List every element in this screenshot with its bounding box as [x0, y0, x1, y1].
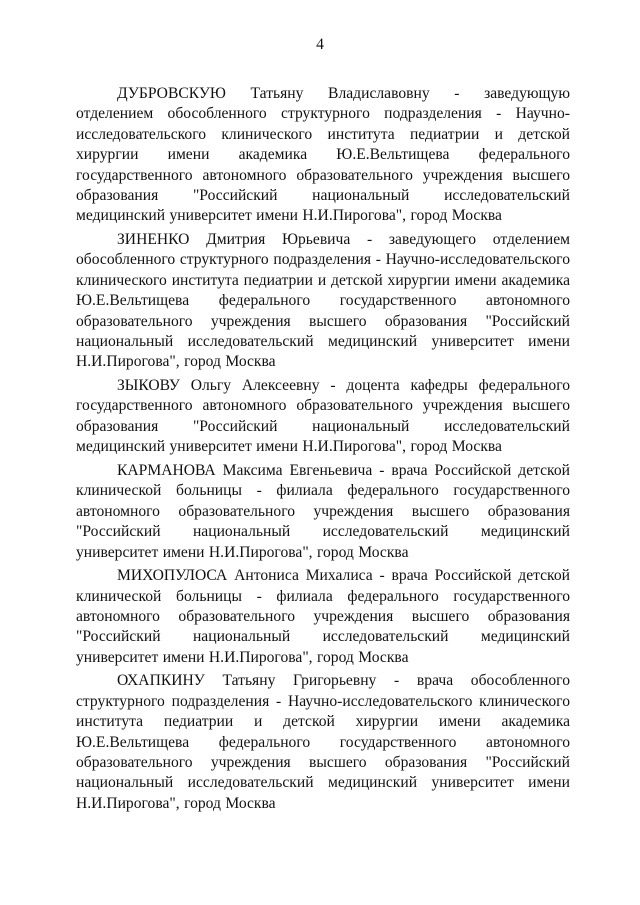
- person-position: - заведующую отделением обособленного структурного подразделения - Научно-исследовательского клинического института педиатрии и детской хирургии имени академика Ю.Е.Вельтищева федерального государственного автономного образовательного учреждения высшего образования "Российский национальный исследовательский медицинский университет имени Н.И.Пирогова", город Москва: [76, 85, 570, 225]
- award-list: [76, 52, 570, 817]
- award-entry-dubrovskaya: [76, 84, 570, 227]
- person-name: ОХАПКИНУ Татьяну Григорьевну: [117, 672, 377, 690]
- person-name: ЗИНЕНКО Дмитрия Юрьевича: [117, 231, 351, 249]
- person-name: МИХОПУЛОСА Антониса Михалиса: [117, 567, 373, 585]
- person-position: - врача Российской детской клинической больницы - филиала федерального государственного автономного образовательного учреждения высшего образования "Российский национальный исследовательский медицинский университет имени Н.И.Пирогова", город Москва: [76, 461, 570, 561]
- person-position: - заведующего отделением обособленного структурного подразделения - Научно-исследовательского клинического института педиатрии и детской хирургии имени академика Ю.Е.Вельтищева федерального государственного автономного образовательного учреждения высшего образования "Российский национальный исследовательский медицинский университет имени Н.И.Пирогова", город Москва: [76, 231, 570, 371]
- person-position: - врача обособленного структурного подразделения - Научно-исследовательского клинического института педиатрии и детской хирургии имени академика Ю.Е.Вельтищева федерального государственного автономного образовательного учреждения высшего образования "Российский национальный исследовательский медицинский университет имени Н.И.Пирогова", город Москва: [76, 672, 570, 812]
- award-entry-karmanov: [76, 461, 570, 563]
- award-entry-zykova: [76, 376, 570, 458]
- person-position: - доцента кафедры федерального государственного автономного образовательного учреждения высшего образования "Российский национальный исследовательский медицинский университет имени Н.И.Пирогова", город Москва: [76, 377, 570, 456]
- person-name: КАРМАНОВА Максима Евгеньевича: [117, 461, 373, 479]
- person-name: ЗЫКОВУ Ольгу Алексеевну: [117, 377, 320, 395]
- award-entry-mikhopulos: [76, 566, 570, 668]
- person-position: - врача Российской детской клинической больницы - филиала федерального государственного автономного образовательного учреждения высшего образования "Российский национальный исследовательский медицинский университет имени Н.И.Пирогова", город Москва: [76, 567, 570, 666]
- person-name: ДУБРОВСКУЮ Татьяну Владиславовну: [117, 85, 430, 102]
- page-number: 4: [316, 36, 324, 53]
- award-entry-zinenko: [76, 230, 570, 373]
- award-entry-okhapkina: [76, 671, 570, 814]
